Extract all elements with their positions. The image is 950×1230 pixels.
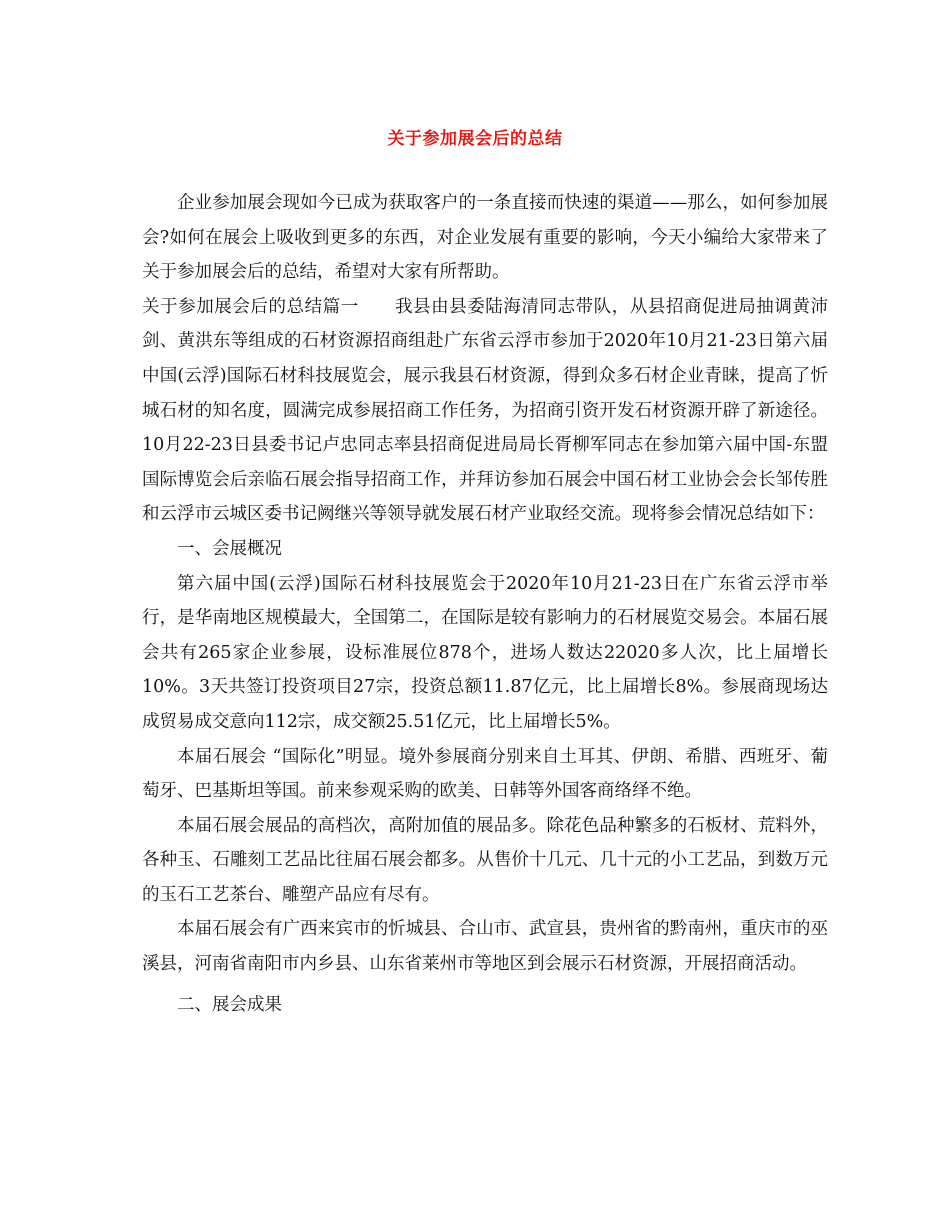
regions-paragraph: 本届石展会有广西来宾市的忻城县、合山市、武宣县，贵州省的黔南州，重庆市的巫溪县，河南省南阳市内乡县、山东省莱州市等地区到会展示石材资源，开展招商活动。 [142, 919, 828, 975]
heading-exhibition-results: 二、展会成果 [177, 994, 282, 1015]
section-one-paragraph: 关于参加展会后的总结篇一 我县由县委陆海清同志带队，从县招商促进局抽调黄沛剑、黄洪东等组成的石材资源招商组赴广东省云浮市参加于2020年10月21-23日第六届中国(云浮)国际石材科技展览会，展示我县石材资源，得到众多石材企业青睐，提高了忻城石材的知名度，圆满完成参展招商工作任务，为招商引资开发石材资源开辟了新途径。10月22-23日县委书记卢忠同志率县招商促进局局长胥柳军同志在参加第六届中国-东盟国际博览会后亲临石展会指导招商工作，并拜访参加石展会中国石材工业协会会长邹传胜和云浮市云城区委书记阙继兴等领导就发展石材产业取经交流。现将参会情况总结如下： [142, 296, 828, 525]
exhibits-paragraph: 本届石展会展品的高档次，高附加值的展品多。除花色品种繁多的石板材、荒料外，各种玉、石雕刻工艺品比往届石展会都多。从售价十几元、几十元的小工艺品，到数万元的玉石工艺茶台、雕塑产品应有尽有。 [142, 815, 828, 905]
overview-paragraph: 第六届中国(云浮)国际石材科技展览会于2020年10月21-23日在广东省云浮市举行，是华南地区规模最大，全国第二，在国际是较有影响力的石材展览交易会。本届石展会共有265家企业参展，设标准展位878个，进场人数达22020多人次，比上届增长10%。3天共签订投资项目27宗，投资总额11.87亿元，比上届增长8%。参展商现场达成贸易成交意向112宗，成交额25.51亿元，比上届增长5%。 [142, 573, 828, 732]
intro-paragraph: 企业参加展会现如今已成为获取客户的一条直接而快速的渠道——那么，如何参加展会?如何在展会上吸收到更多的东西，对企业发展有重要的影响，今天小编给大家带来了关于参加展会后的总结，希望对大家有所帮助。 [142, 193, 828, 283]
document-body [142, 186, 828, 1022]
internationalization-paragraph: 本届石展会 “国际化”明显。境外参展商分别来自土耳其、伊朗、希腊、西班牙、葡萄牙、巴基斯坦等国。前来参观采购的欧美、日韩等外国客商络绎不绝。 [142, 746, 828, 802]
document-title: 关于参加展会后的总结 [387, 129, 563, 149]
heading-exhibition-overview: 一、会展概况 [177, 538, 282, 559]
